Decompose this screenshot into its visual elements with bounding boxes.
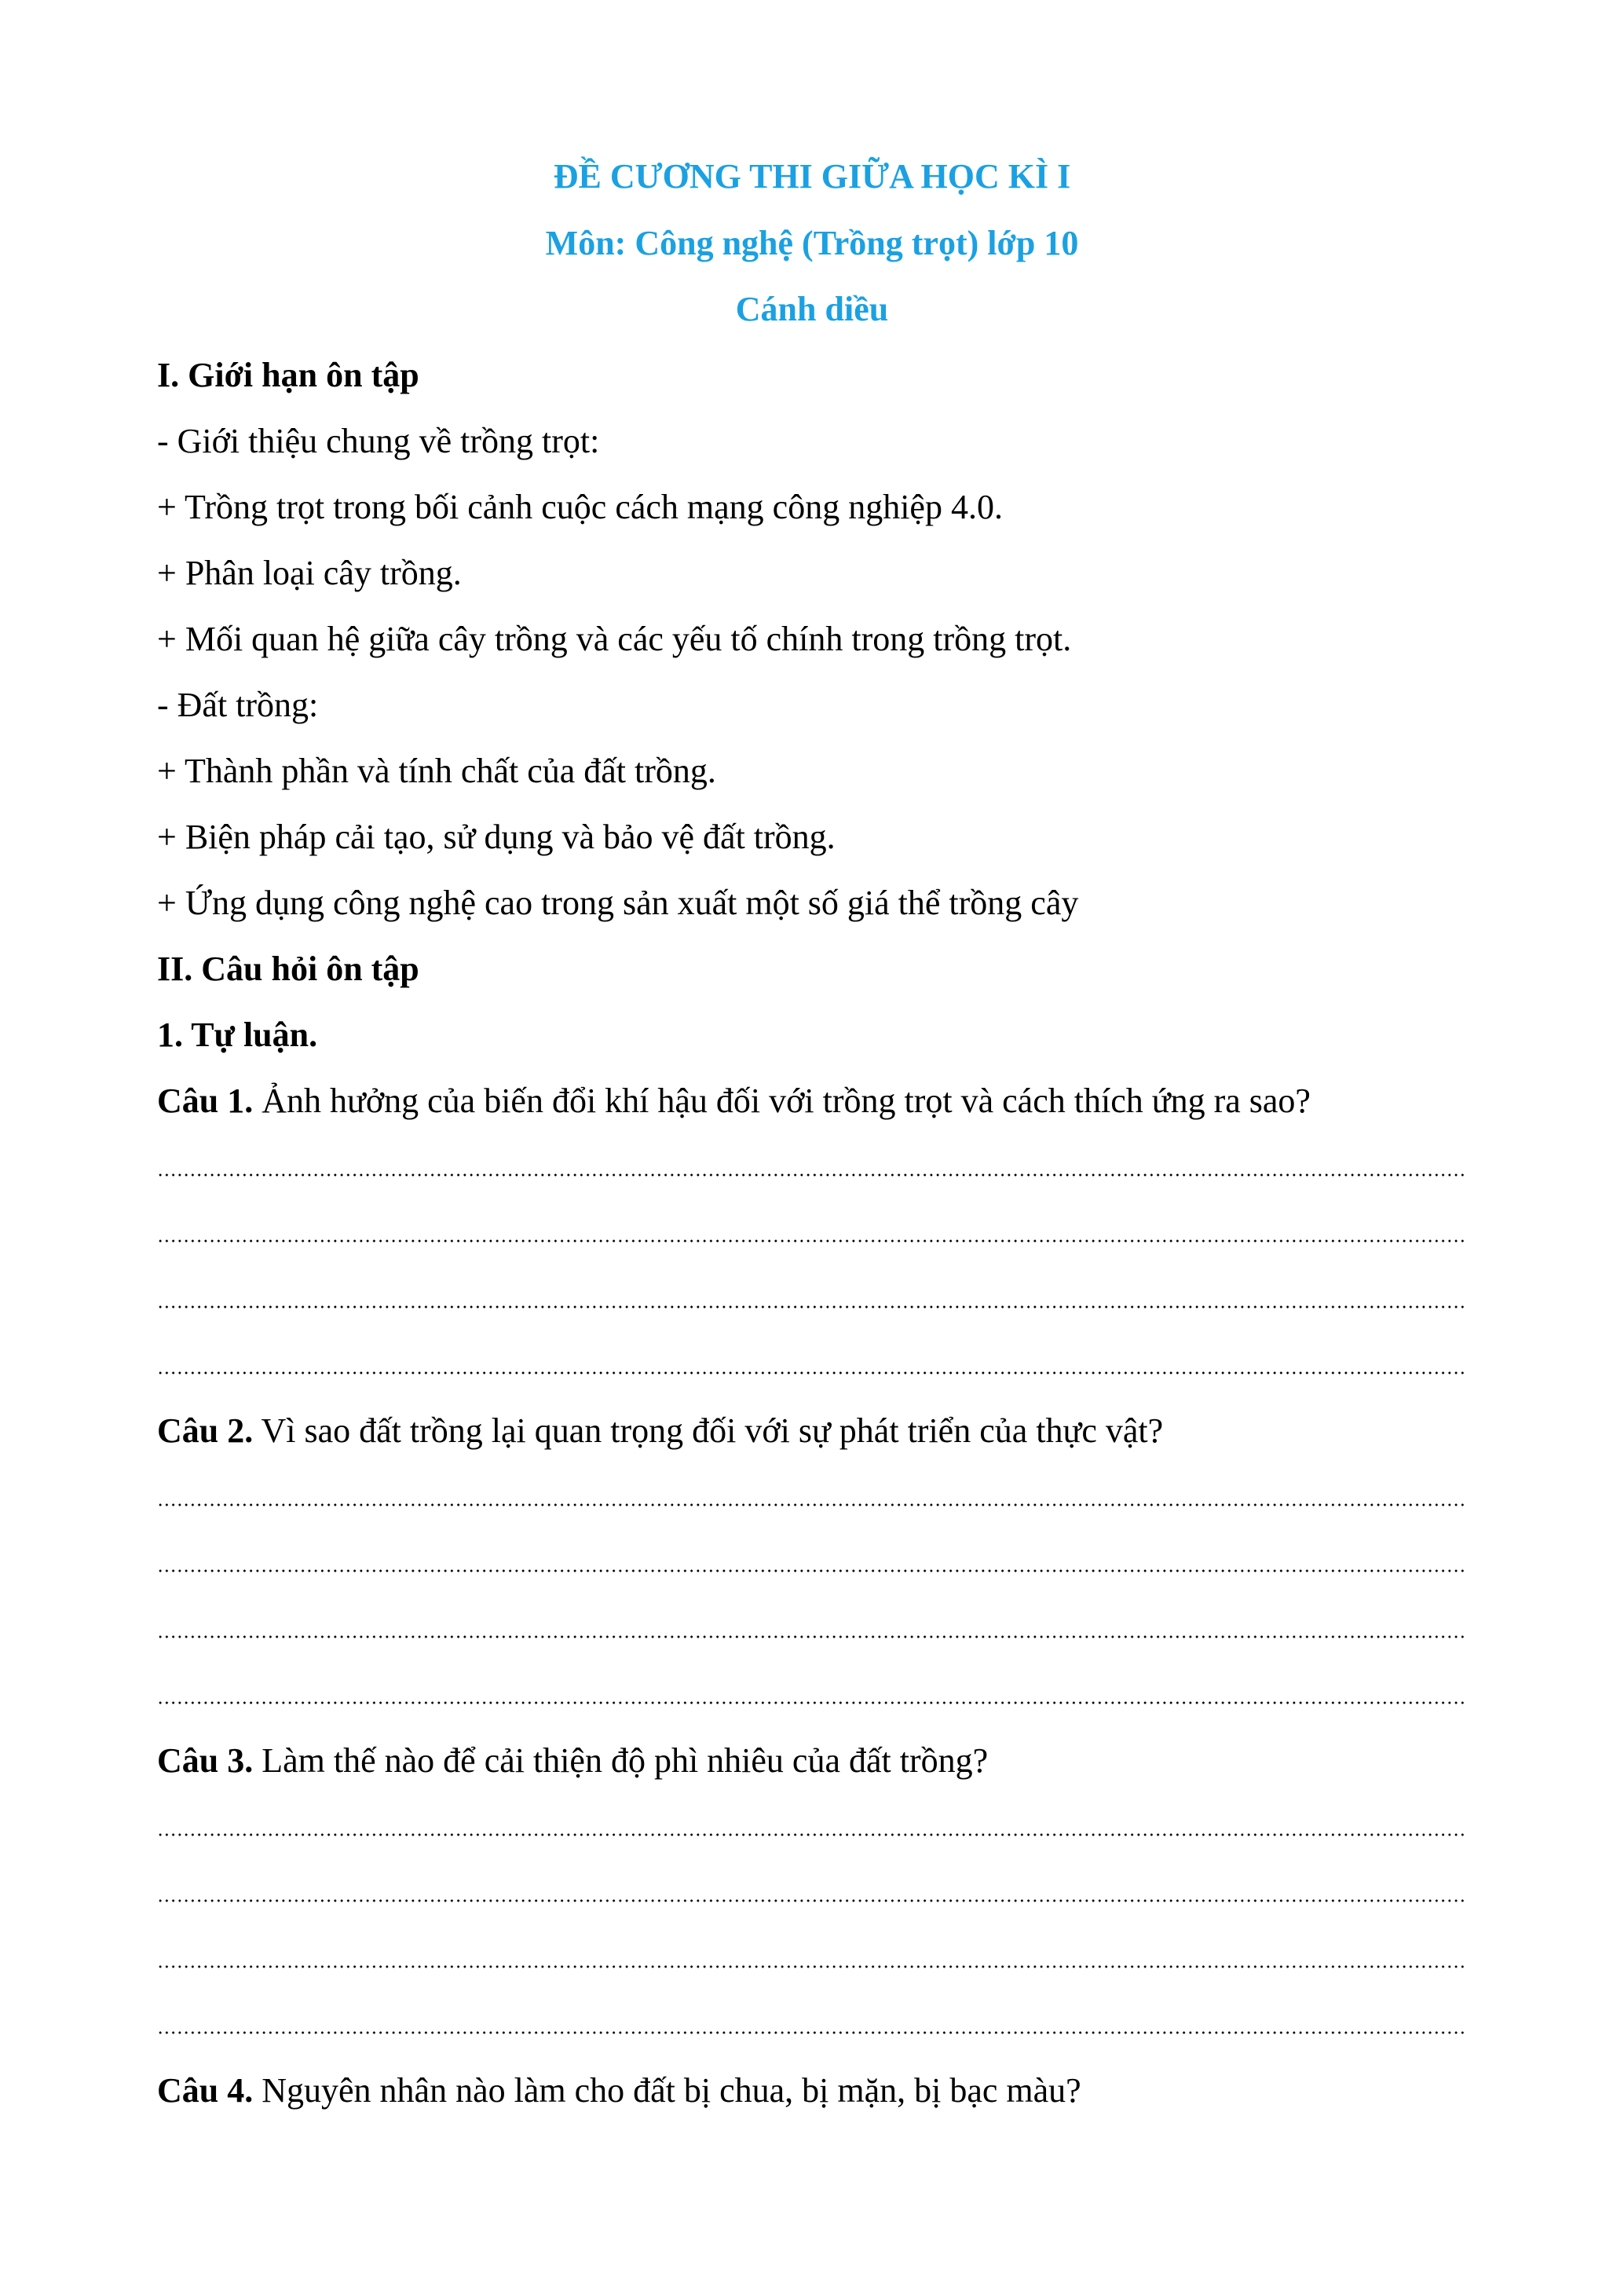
question-label: Câu 4. bbox=[157, 2071, 254, 2110]
question-1 bbox=[157, 1079, 1461, 1123]
answer-line bbox=[157, 1833, 1464, 1836]
answer-line bbox=[157, 1173, 1464, 1177]
answer-line bbox=[157, 2031, 1464, 2034]
question-label: Câu 2. bbox=[157, 1411, 254, 1450]
document-subject: Môn: Công nghệ (Trồng trọt) lớp 10 bbox=[545, 224, 1079, 262]
section1-item: - Giới thiệu chung về trồng trọt: bbox=[157, 422, 600, 460]
section1-item: + Phân loại cây trồng. bbox=[157, 554, 462, 592]
section1-item: + Mối quan hệ giữa cây trồng và các yếu tố chính trong trồng trọt. bbox=[157, 620, 1072, 658]
section2-heading: II. Câu hỏi ôn tập bbox=[157, 950, 419, 988]
section1-heading: I. Giới hạn ôn tập bbox=[157, 356, 419, 394]
section1-item: + Biện pháp cải tạo, sử dụng và bảo vệ đất trồng. bbox=[157, 818, 836, 856]
answer-line bbox=[157, 1899, 1464, 1902]
question-4 bbox=[157, 2069, 1461, 2113]
answer-line bbox=[157, 1503, 1464, 1506]
answer-line bbox=[157, 1371, 1464, 1374]
question-text: Nguyên nhân nào làm cho đất bị chua, bị mặn, bị bạc màu? bbox=[253, 2071, 1081, 2110]
question-text: Ảnh hưởng của biến đổi khí hậu đối với trồng trọt và cách thích ứng ra sao? bbox=[253, 1082, 1311, 1120]
section1-item: - Đất trồng: bbox=[157, 686, 319, 724]
section1-item: + Ứng dụng công nghệ cao trong sản xuất một số giá thể trồng cây bbox=[157, 884, 1079, 922]
question-3 bbox=[157, 1739, 1461, 1783]
document-title: ĐỀ CƯƠNG THI GIỮA HỌC KÌ I bbox=[553, 157, 1071, 196]
answer-line bbox=[157, 1701, 1464, 1704]
answer-line bbox=[157, 1569, 1464, 1572]
question-text: Vì sao đất trồng lại quan trọng đối với sự phát triển của thực vật? bbox=[253, 1411, 1164, 1450]
answer-line bbox=[157, 1239, 1464, 1243]
question-text: Làm thế nào để cải thiện độ phì nhiêu của đất trồng? bbox=[253, 1741, 989, 1780]
section1-item: + Trồng trọt trong bối cảnh cuộc cách mạng công nghiệp 4.0. bbox=[157, 488, 1003, 526]
answer-line bbox=[157, 1305, 1464, 1309]
question-label: Câu 3. bbox=[157, 1741, 254, 1780]
question-label: Câu 1. bbox=[157, 1082, 254, 1120]
answer-line bbox=[157, 1635, 1464, 1638]
question-2 bbox=[157, 1409, 1461, 1453]
section2-subheading: 1. Tự luận. bbox=[157, 1016, 318, 1054]
document-series: Cánh diều bbox=[735, 290, 889, 328]
answer-line bbox=[157, 1965, 1464, 1968]
section1-item: + Thành phần và tính chất của đất trồng. bbox=[157, 752, 716, 790]
